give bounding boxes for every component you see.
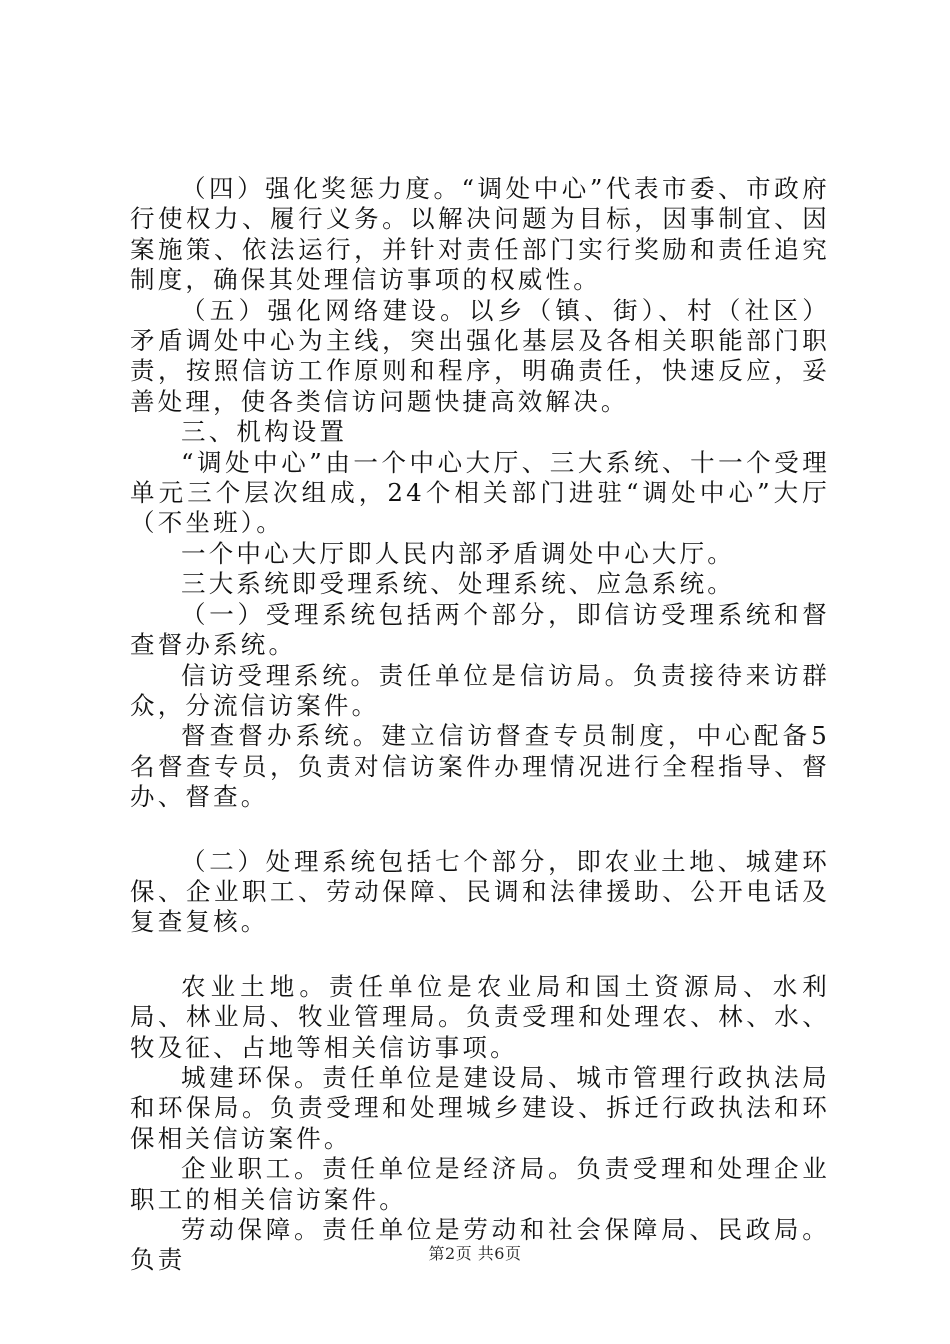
paragraph-three-systems: 三大系统即受理系统、处理系统、应急系统。 (181, 569, 735, 599)
paragraph-supervision-system: 督查督办系统。建立信访督查专员制度，中心配备5名督查专员，负责对信访案件办理情况进行全程指导、督办、督查。 (130, 721, 830, 812)
page-footer: 第2页 共6页 (428, 1244, 522, 1263)
paragraph-petition-acceptance: 信访受理系统。责任单位是信访局。负责接待来访群众，分流信访案件。 (130, 660, 830, 720)
paragraph-agriculture-land: 农业土地。责任单位是农业局和国土资源局、水利局、林业局、牧业管理局。负责受理和处理农、林、水、牧及征、占地等相关信访事项。 (130, 971, 830, 1062)
paragraph-acceptance-system: （一）受理系统包括两个部分，即信访受理系统和督查督办系统。 (130, 599, 830, 660)
paragraph-enterprise-workers: 企业职工。责任单位是经济局。负责受理和处理企业职工的相关信访案件。 (130, 1154, 830, 1214)
paragraph-strengthen-network: （五）强化网络建设。以乡（镇、街）、村（社区）矛盾调处中心为主线，突出强化基层及各相关职能部门职责，按照信访工作原则和程序，明确责任，快速反应，妥善处理，使各类信访问题快捷高效解决。 (130, 295, 830, 416)
paragraph-center-composition: “调处中心”由一个中心大厅、三大系统、十一个受理单元三个层次组成，24个相关部门进驻“调处中心”大厅（不坐班）。 (130, 447, 830, 538)
paragraph-urban-environment: 城建环保。责任单位是建设局、城市管理行政执法局和环保局。负责受理和处理城乡建设、拆迁行政执法和环保相关信访案件。 (130, 1062, 830, 1153)
document-body (130, 174, 830, 1276)
paragraph-labor-security: 劳动保障。责任单位是劳动和社会保障局、民政局。负责 (130, 1215, 830, 1275)
paragraph-strengthen-rewards: （四）强化奖惩力度。“调处中心”代表市委、市政府行使权力、履行义务。以解决问题为目标，因事制宜、因案施策、依法运行，并针对责任部门实行奖励和责任追究制度，确保其处理信访事项的权威性。 (130, 174, 830, 295)
section-heading-organization: 三、机构设置 (181, 417, 348, 447)
paragraph-handling-system: （二）处理系统包括七个部分，即农业土地、城建环保、企业职工、劳动保障、民调和法律援助、公开电话及复查复核。 (130, 846, 830, 937)
paragraph-central-hall: 一个中心大厅即人民内部矛盾调处中心大厅。 (181, 538, 735, 568)
